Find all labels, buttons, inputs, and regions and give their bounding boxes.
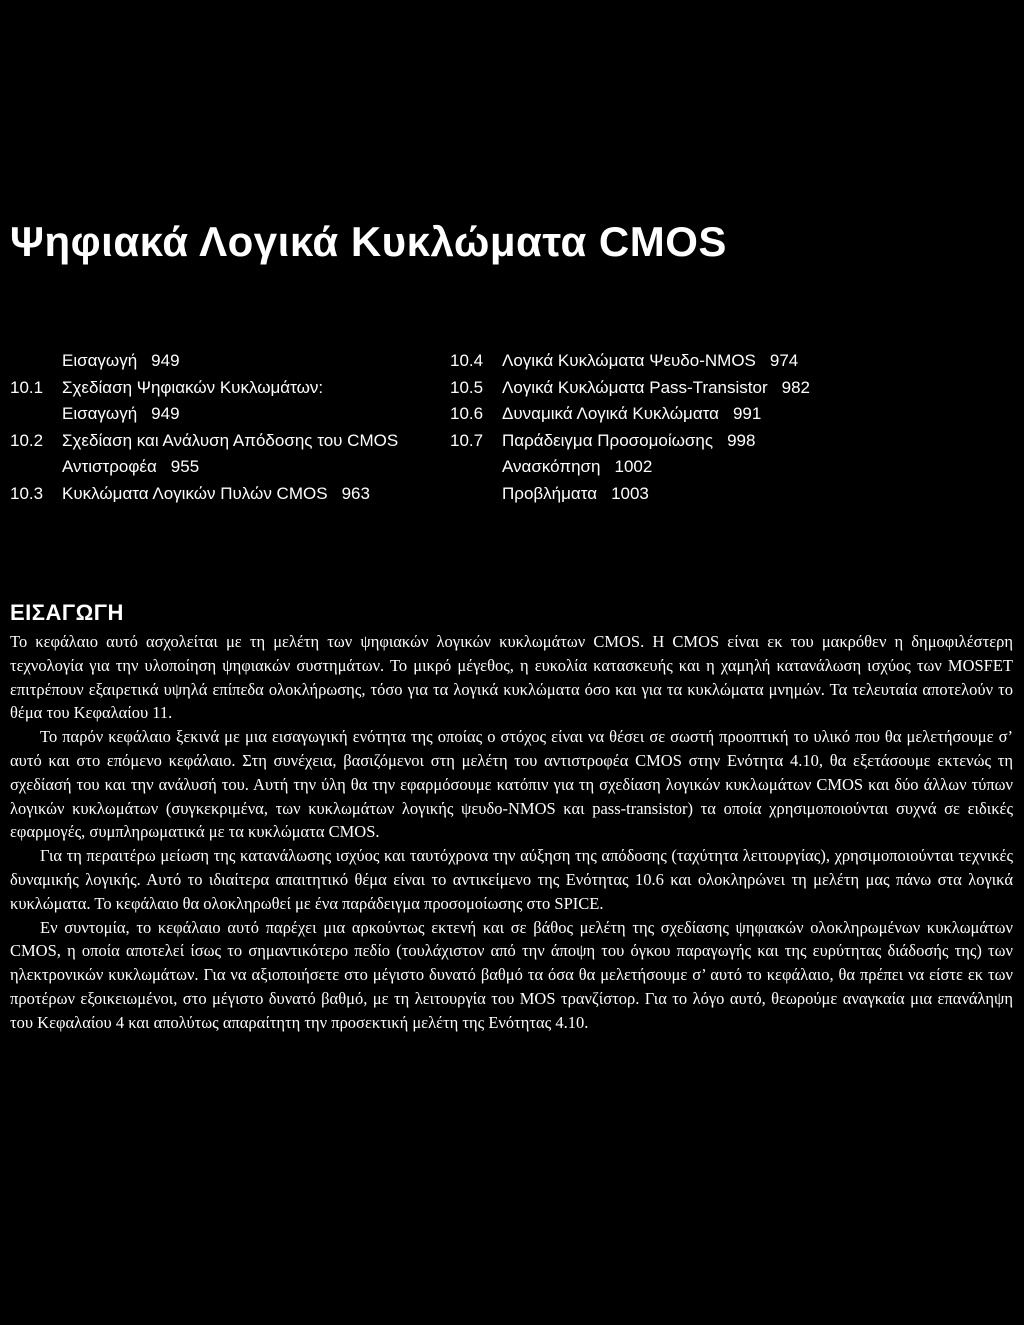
toc-entry-number — [450, 481, 502, 508]
toc-entry-page: 949 — [151, 351, 180, 370]
toc-entry-number: 10.4 — [450, 351, 484, 370]
toc-entry-page: 1002 — [614, 457, 653, 476]
toc-entry-page: 991 — [732, 404, 762, 423]
toc-entry-title: Κυκλώματα Λογικών Πυλών CMOS — [62, 483, 328, 503]
toc-entry-title: Δυναμικά Λογικά Κυκλώματα — [502, 404, 719, 423]
toc-entry — [10, 401, 430, 428]
toc-entry — [450, 375, 850, 402]
toc-entry-number: 10.6 — [450, 404, 484, 423]
toc-entry-number: 10.2 — [10, 430, 44, 450]
toc-entry — [10, 454, 430, 481]
chapter-title: Ψηφιακά Λογικά Κυκλώματα CMOS — [10, 218, 727, 265]
section-heading: ΕΙΣΑΓΩΓΗ — [10, 600, 124, 625]
toc-entry-number — [10, 454, 62, 481]
toc-entry — [10, 375, 430, 402]
toc-entry — [10, 428, 430, 455]
toc-entry — [10, 481, 430, 508]
toc-entry — [10, 348, 430, 375]
toc-entry-number — [10, 401, 62, 428]
toc-entry-title: Σχεδίαση και Ανάλυση Απόδοσης του CMOS — [62, 430, 399, 450]
paragraph: Για τη περαιτέρω μείωση της κατανάλωσης ισχύος και ταυτόχρονα την αύξηση της απόδοσης (ταχύτητα λειτουργίας), χρησιμοποιούνται τεχνικές δυναμικής λογικής. Αυτό το ιδιαίτερα απαιτητικό θέμα είναι το αντικείμενο της Ενότητας 10.6 και ολοκληρώνει τη μελέτη μας πάνω στα λογικά κυκλώματα. Το κεφάλαιο θα ολοκληρωθεί με ένα παράδειγμα προσομοίωσης στο SPICE. — [10, 846, 1013, 913]
toc-entry — [450, 428, 850, 455]
toc-entry-page: 1003 — [611, 483, 649, 503]
toc-entry-page: 974 — [769, 351, 799, 370]
toc-entry — [450, 481, 850, 508]
toc-entry-number: 10.7 — [450, 430, 484, 450]
toc-entry-number — [10, 348, 62, 375]
toc-entry-title: Αντιστροφέα — [62, 457, 157, 476]
toc-entry-number: 10.5 — [450, 377, 484, 397]
toc-entry-page: 982 — [781, 377, 810, 397]
body-text — [10, 630, 1013, 1035]
toc-entry-page: 955 — [170, 457, 200, 476]
toc-entry-number: 10.1 — [10, 377, 44, 397]
paragraph: Το κεφάλαιο αυτό ασχολείται με τη μελέτη των ψηφιακών λογικών κυκλωμάτων CMOS. Η CMOS είναι εκ του μακρόθεν η δημοφιλέστερη τεχνολογία για την υλοποίηση ψηφιακών συστημάτων. Το μικρό μέγεθος, η ευκολία κατασκευής και η χαμηλή κατανάλωση ισχύος των MOSFET επιτρέπουν εξαιρετικά υψηλά επίπεδα ολοκλήρωσης, τόσο για τα λογικά κυκλώματα όσο και για τα κυκλώματα μνημών. Τα τελευταία αποτελούν το θέμα του Κεφαλαίου 11. — [10, 632, 1013, 723]
toc-entry-title: Λογικά Κυκλώματα Ψευδο-NMOS — [502, 351, 756, 370]
paragraph: Το παρόν κεφάλαιο ξεκινά με μια εισαγωγική ενότητα της οποίας ο στόχος είναι να θέσει σε σωστή προοπτική το υλικό που θα μελετήσουμε σ’ αυτό και στο επόμενο κεφάλαιο. Στη συνέχεια, βασιζόμενοι στη μελέτη του αντιστροφέα CMOS στην Ενότητα 4.10, θα εξετάσουμε εκτενώς τη σχεδίασή του και την ανάλυσή του. Αυτή την ύλη θα την εφαρμόσουμε κατόπιν για τη σχεδίαση λογικών κυκλωμάτων CMOS και δύο άλλων τύπων λογικών κυκλωμάτων (συγκεκριμένα, των κυκλωμάτων λογικής ψευδο-NMOS και pass-transistor) τα οποία χρησιμοποιούνται συχνά σε ειδικές εφαρμογές, συμπληρωματικά με τα κυκλώματα CMOS. — [10, 727, 1013, 842]
toc-entry-page: 963 — [341, 483, 370, 503]
toc-entry — [450, 348, 850, 375]
toc-entry-title: Ανασκόπηση — [502, 457, 601, 476]
toc-entry-title: Προβλήματα — [502, 483, 598, 503]
toc-entry-title: Εισαγωγή — [62, 404, 138, 423]
toc-entry-number — [450, 454, 502, 481]
toc-right-column — [450, 348, 850, 507]
toc-entry — [450, 454, 850, 481]
toc-entry-page: 998 — [727, 430, 756, 450]
toc-entry-title: Παράδειγμα Προσομοίωσης — [502, 430, 714, 450]
toc-entry-title: Εισαγωγή — [62, 351, 138, 370]
toc-entry-title: Σχεδίαση Ψηφιακών Κυκλωμάτων: — [62, 377, 324, 397]
toc-entry — [450, 401, 850, 428]
toc-entry-page: 949 — [151, 404, 180, 423]
toc-left-column — [10, 348, 430, 507]
paragraph: Εν συντομία, το κεφάλαιο αυτό παρέχει μια αρκούντως εκτενή και σε βάθος μελέτη της σχεδίασης ψηφιακών ολοκληρωμένων κυκλωμάτων CMOS, η οποία αποτελεί ίσως το σημαντικότερο πεδίο (τουλάχιστον από την άποψη του όγκου παραγωγής και της ευρύτητας διάδοσής της) των ηλεκτρονικών κυκλωμάτων. Για να αξιοποιήσετε στο μέγιστο δυνατό βαθμό τα όσα θα μελετήσουμε σ’ αυτό το κεφάλαιο, θα πρέπει να είστε εκ των προτέρων εξοικειωμένοι, στο μέγιστο δυνατό βαθμό, με τη λειτουργία του MOS τρανζίστορ. Για το λόγο αυτό, θεωρούμε αναγκαία μια επανάληψη του Κεφαλαίου 4 και απολύτως απαραίτητη την προσεκτική μελέτη της Ενότητας 4.10. — [10, 917, 1013, 1032]
toc-entry-title: Λογικά Κυκλώματα Pass-Transistor — [502, 377, 768, 397]
toc-entry-number: 10.3 — [10, 483, 44, 503]
